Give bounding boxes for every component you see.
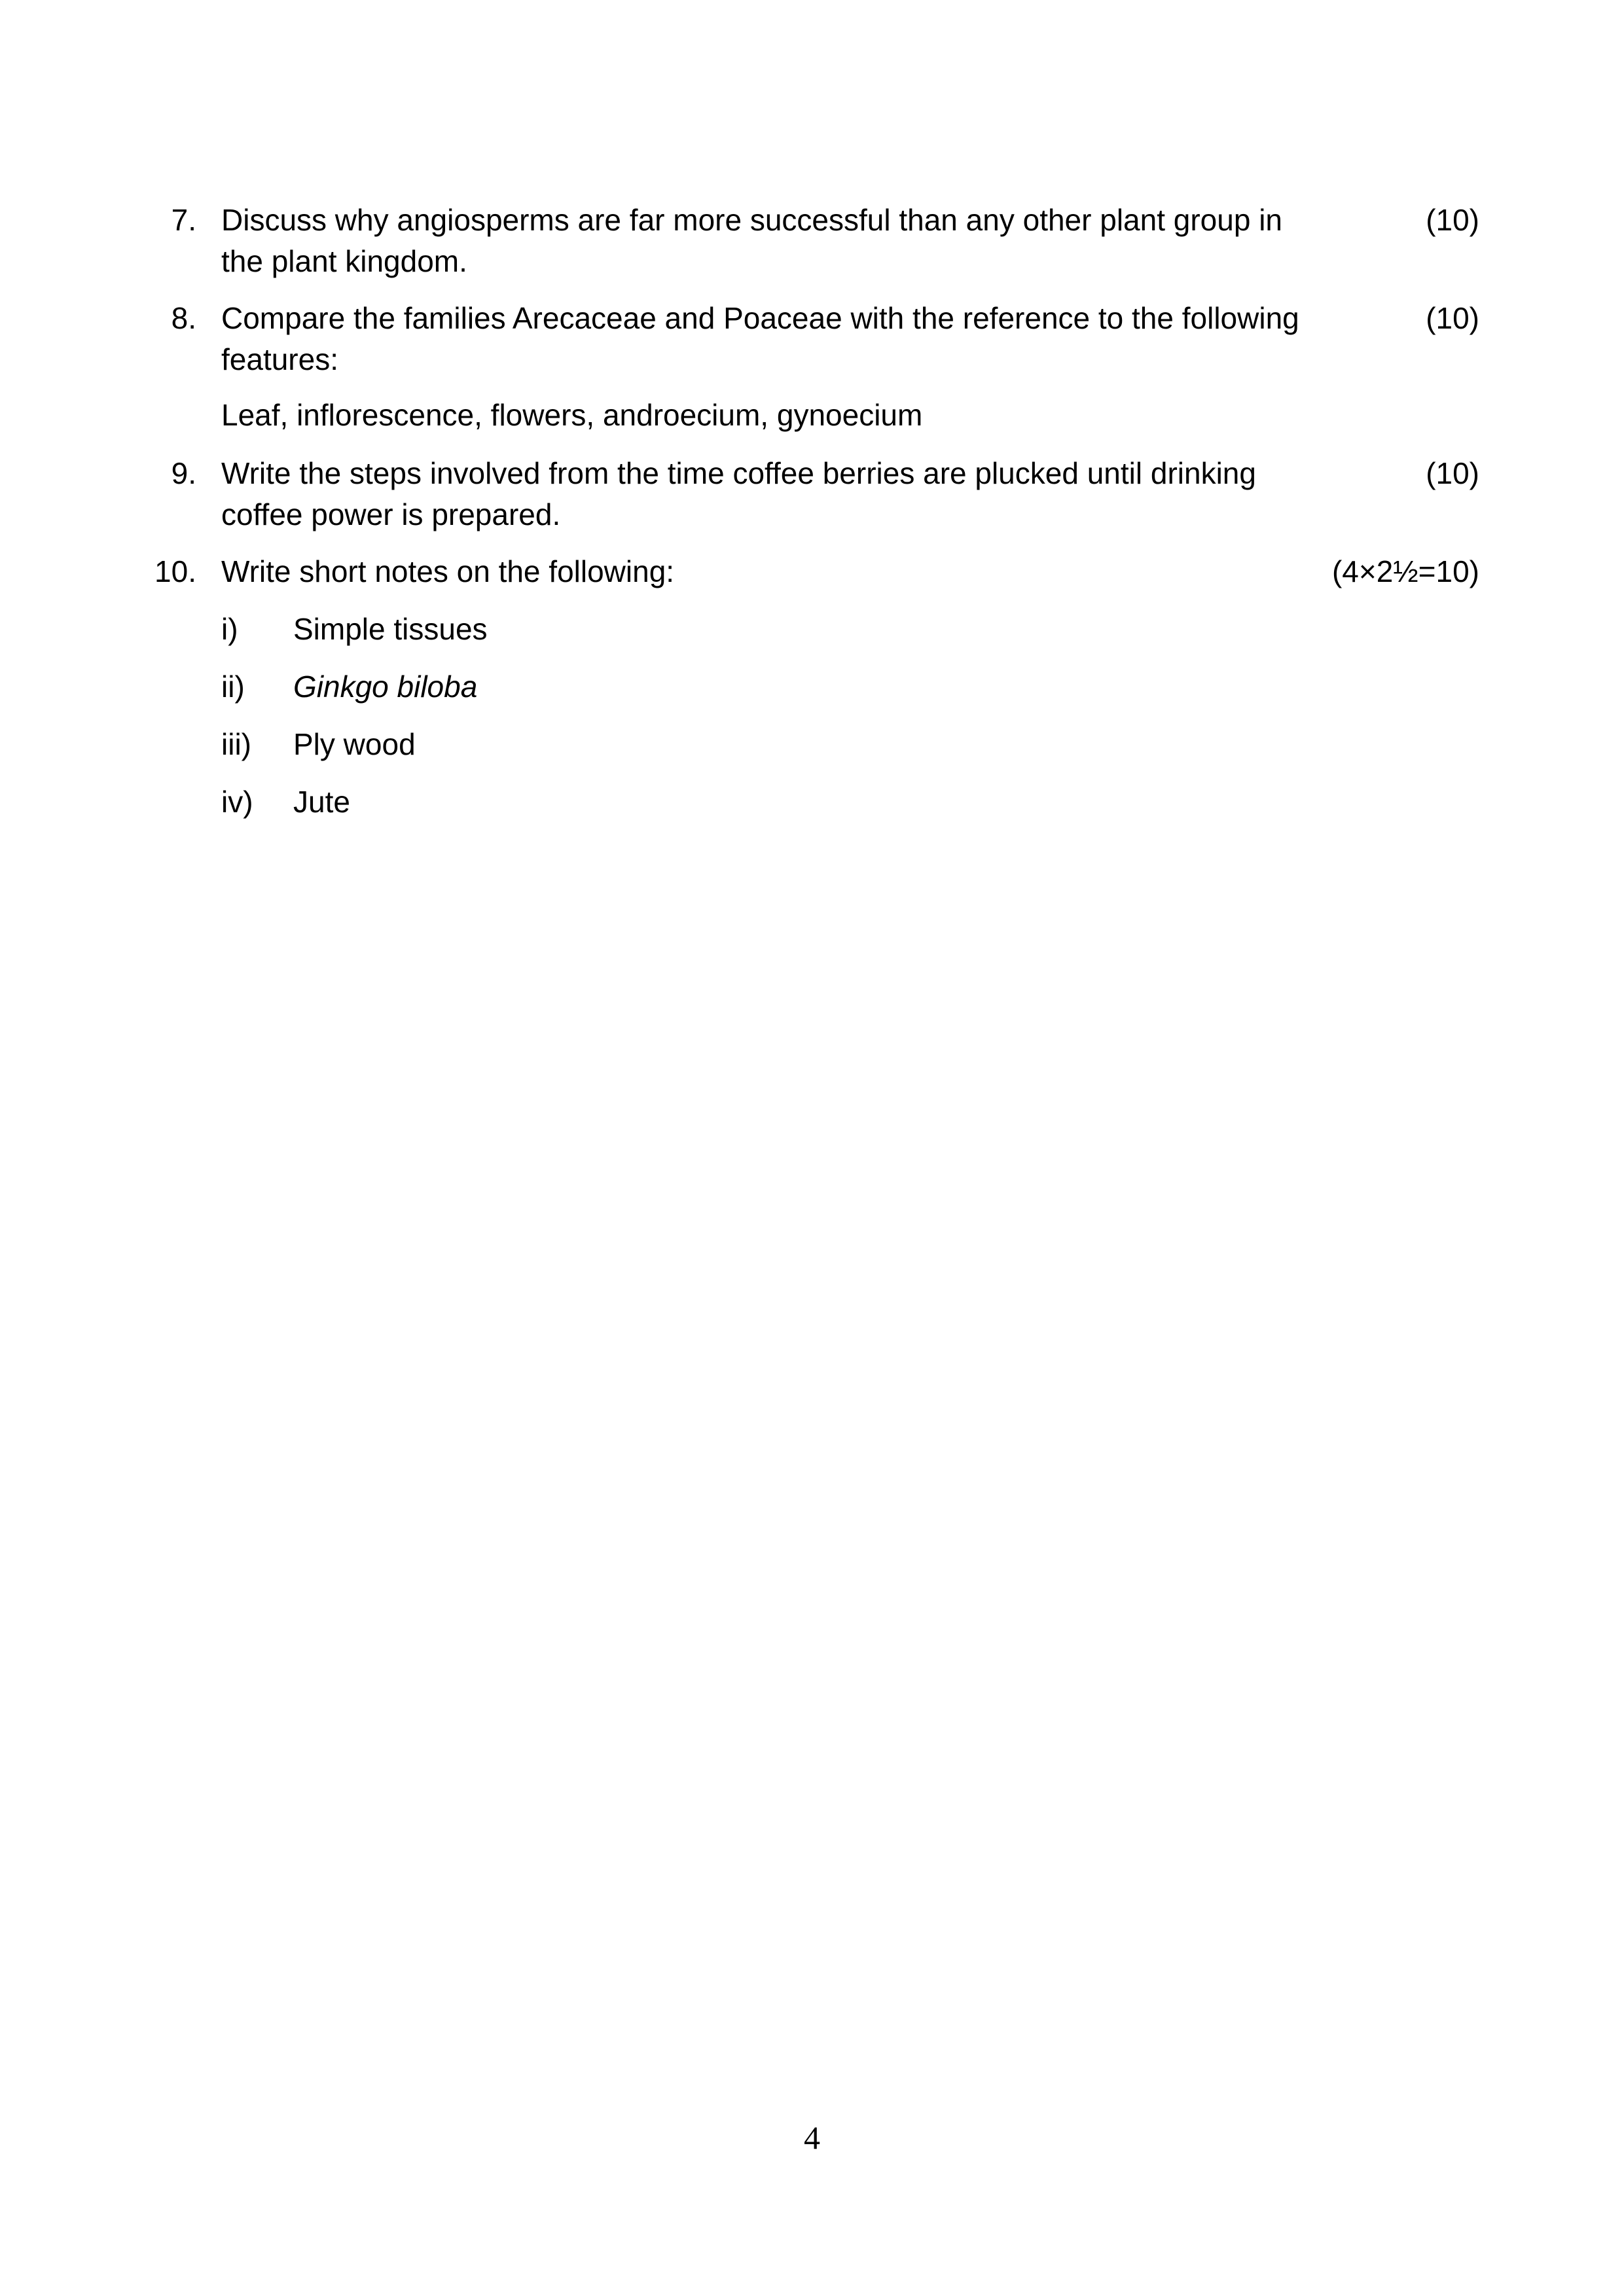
list-item-label: iv) (221, 785, 253, 819)
question-text: Write short notes on the following: (221, 554, 675, 588)
list-item-text: Ply wood (293, 727, 416, 761)
question-text: Discuss why angiosperms are far more successful than any other plant group in the plant kingdom. (221, 203, 1283, 278)
list-item-text: Simple tissues (293, 612, 488, 646)
question-marks: (10) (1426, 301, 1479, 335)
question-7 (131, 200, 1492, 285)
question-text: Write the steps involved from the time coffee berries are plucked until drinking coffee power is prepared. (221, 456, 1256, 531)
question-number: 9. (171, 456, 196, 490)
question-number: 7. (171, 203, 196, 237)
question-number: 8. (171, 301, 196, 335)
question-9 (131, 453, 1492, 538)
question-10 (131, 551, 1492, 597)
list-item-label: ii) (221, 670, 245, 704)
question-number: 10. (154, 554, 196, 588)
question-marks: (10) (1426, 203, 1479, 237)
question-marks: (4×2½=10) (1331, 554, 1479, 588)
list-item-label: iii) (221, 727, 251, 761)
question-subtext: Leaf, inflorescence, flowers, androecium, gynoecium (221, 398, 923, 432)
page-number: 4 (804, 2119, 820, 2156)
question-text: Compare the families Arecaceae and Poaceae with the reference to the following features: (221, 301, 1299, 376)
list-item-text: Ginkgo biloba (293, 670, 478, 704)
question-8 (131, 298, 1492, 442)
list-item-label: i) (221, 612, 238, 646)
list-item-text: Jute (293, 785, 350, 819)
question-marks: (10) (1426, 456, 1479, 490)
